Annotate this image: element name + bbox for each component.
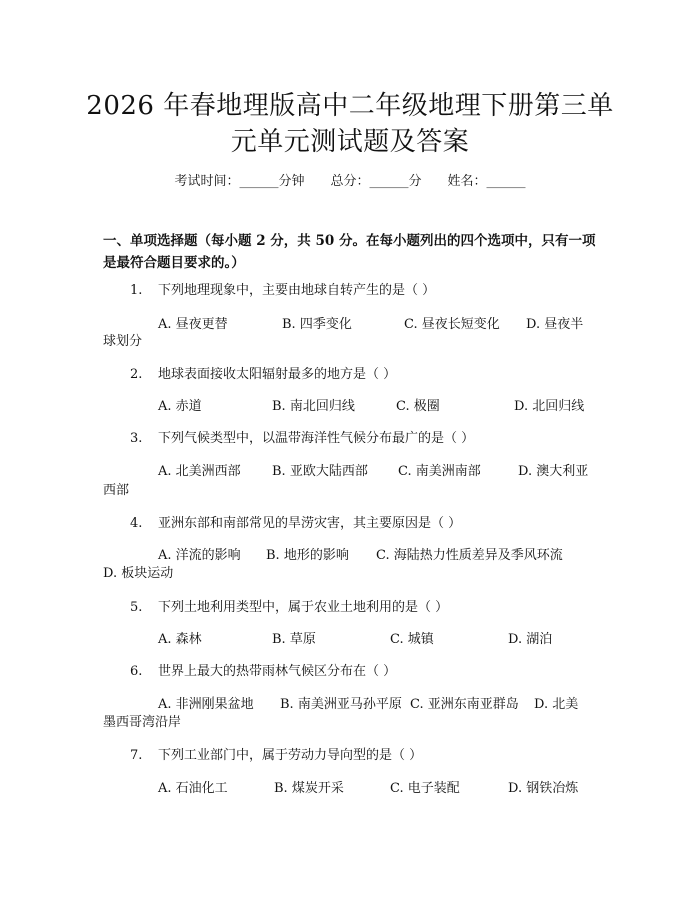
option-a: A. 赤道: [158, 399, 202, 414]
option-a: A. 森林: [158, 632, 202, 647]
question-1-stem: [130, 282, 610, 300]
question-5-stem: [130, 599, 610, 617]
option-c: C. 昼夜长短变化: [404, 317, 500, 332]
question-number: 2.: [130, 367, 143, 382]
question-number: 7.: [130, 748, 143, 763]
question-text: 下列气候类型中，以温带海洋性气候分布最广的是（ ）: [158, 431, 475, 446]
option-b: B. 煤炭开采: [274, 781, 344, 796]
question-4-stem: [130, 515, 610, 533]
document-title-line-2: 元单元测试题及答案: [230, 127, 470, 157]
option-a: A. 非洲刚果盆地: [158, 697, 254, 712]
question-number: 1.: [130, 283, 143, 298]
option-wrap-text: D. 板块运动: [103, 566, 174, 581]
option-d: D. 钢铁冶炼: [508, 781, 579, 796]
question-number: 5.: [130, 600, 143, 615]
question-text: 亚洲东部和南部常见的旱涝灾害，其主要原因是（ ）: [158, 516, 462, 531]
option-a: A. 洋流的影响: [158, 548, 241, 563]
question-number: 4.: [130, 516, 143, 531]
question-7-stem: [130, 747, 610, 765]
option-wrap-text: 球划分: [103, 334, 143, 349]
section-heading-line-1: 一、单项选择题（每小题 2 分，共 50 分。在每小题列出的四个选项中，只有一项: [103, 233, 596, 249]
option-wrap-text: 墨西哥湾沿岸: [103, 715, 182, 730]
question-3-stem: [130, 430, 610, 448]
option-b: B. 地形的影响: [266, 548, 349, 563]
option-a: A. 昼夜更替: [158, 317, 228, 332]
question-text: 下列工业部门中，属于劳动力导向型的是（ ）: [158, 748, 423, 763]
option-d: D. 湖泊: [508, 632, 553, 647]
option-c: C. 海陆热力性质差异及季风环流: [376, 548, 563, 563]
question-text: 世界上最大的热带雨林气候区分布在（ ）: [158, 664, 397, 679]
option-c: C. 电子装配: [390, 781, 460, 796]
option-d: D. 北回归线: [514, 399, 585, 414]
exam-info-line: 考试时间：______分钟 总分：______分 姓名：______: [174, 174, 526, 189]
question-text: 地球表面接收太阳辐射最多的地方是（ ）: [158, 367, 397, 382]
section-heading-line-2: 是最符合题目要求的。）: [103, 255, 245, 271]
question-number: 6.: [130, 664, 143, 679]
question-text: 下列土地利用类型中，属于农业土地利用的是（ ）: [158, 600, 449, 615]
option-c: C. 亚洲东南亚群岛: [410, 697, 519, 712]
option-d: D. 昼夜半: [526, 317, 584, 332]
option-c: C. 城镇: [390, 632, 434, 647]
option-c: C. 南美洲南部: [398, 464, 481, 479]
option-a: A. 石油化工: [158, 781, 228, 796]
document-title-line-1: 2026 年春地理版高中二年级地理下册第三单: [86, 91, 614, 121]
option-b: B. 南美洲亚马孙平原: [280, 697, 402, 712]
question-text: 下列地理现象中，主要由地球自转产生的是（ ）: [158, 283, 436, 298]
option-wrap-text: 西部: [103, 483, 130, 498]
question-2-stem: [130, 366, 610, 384]
option-b: B. 草原: [272, 632, 316, 647]
option-a: A. 北美洲西部: [158, 464, 241, 479]
option-b: B. 南北回归线: [272, 399, 355, 414]
section-heading: [103, 230, 603, 274]
option-d: D. 澳大利亚: [518, 464, 589, 479]
option-d: D. 北美: [534, 697, 579, 712]
option-b: B. 四季变化: [282, 317, 352, 332]
question-number: 3.: [130, 431, 143, 446]
option-b: B. 亚欧大陆西部: [272, 464, 368, 479]
option-c: C. 极圈: [396, 399, 440, 414]
question-6-stem: [130, 663, 610, 681]
